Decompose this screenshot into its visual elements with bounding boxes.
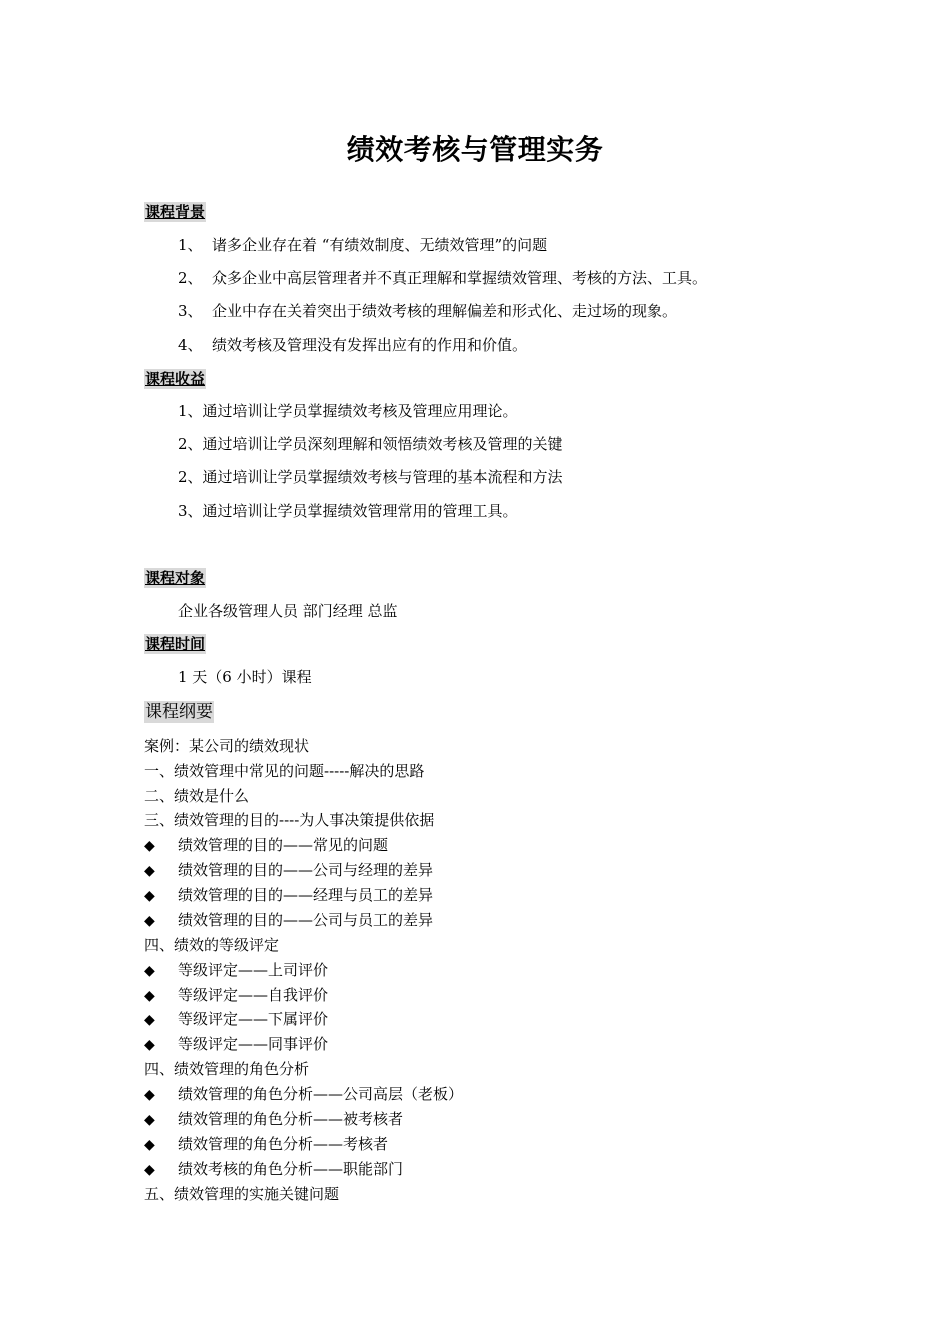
diamond-bullet-icon: ◆ [144,1012,155,1028]
outline-bullet-item [144,1134,388,1155]
outline-bullet-item [144,1159,403,1180]
outline-line: 一、绩效管理中常见的问题-----解决的思路 [144,762,425,780]
outline-line: 五、绩效管理的实施关键问题 [144,1185,340,1203]
benefit-item: 1、通过培训让学员掌握绩效考核及管理应用理论。 [178,402,518,420]
background-item [178,235,547,255]
diamond-bullet-icon: ◆ [144,838,155,854]
diamond-bullet-icon: ◆ [144,1112,155,1128]
bullet-text: 等级评定——下属评价 [178,1010,329,1028]
benefit-item: 2、通过培训让学员掌握绩效考核与管理的基本流程和方法 [178,468,563,486]
bullet-text: 等级评定——上司评价 [178,961,329,979]
outline-line: 四、绩效管理的角色分析 [144,1060,310,1078]
outline-line: 三、绩效管理的目的----为人事决策提供依据 [144,811,435,829]
benefit-item: 2、通过培训让学员深刻理解和领悟绩效考核及管理的关键 [178,435,563,453]
section-heading-duration: 课程时间 [145,635,206,653]
outline-bullet-item [144,1009,328,1030]
bullet-text: 绩效考核的角色分析——职能部门 [178,1160,404,1178]
benefit-item: 3、通过培训让学员掌握绩效管理常用的管理工具。 [178,502,518,520]
item-text: 绩效考核及管理没有发挥出应有的作用和价值。 [212,336,528,354]
section-heading-outline: 课程纲要 [145,702,213,722]
item-number: 3、 [178,302,203,320]
outline-bullet-item [144,985,328,1006]
bullet-text: 等级评定——自我评价 [178,986,329,1004]
section-heading-audience: 课程对象 [145,569,206,587]
bullet-text: 绩效管理的目的——经理与员工的差异 [178,886,434,904]
outline-line: 二、绩效是什么 [144,787,250,805]
background-item [178,301,677,321]
diamond-bullet-icon: ◆ [144,988,155,1004]
audience-text: 企业各级管理人员 部门经理 总监 [178,602,398,620]
diamond-bullet-icon: ◆ [144,963,155,979]
outline-bullet-item [144,960,328,981]
section-heading-background: 课程背景 [145,203,206,221]
outline-bullet-item [144,1109,403,1130]
bullet-text: 绩效管理的目的——公司与员工的差异 [178,911,434,929]
duration-text: 1 天（6 小时）课程 [178,668,312,686]
bullet-text: 绩效管理的目的——常见的问题 [178,836,389,854]
diamond-bullet-icon: ◆ [144,913,155,929]
item-number: 2、 [178,269,203,287]
item-text: 诸多企业存在着 “有绩效制度、无绩效管理”的问题 [212,236,548,254]
item-number: 1、 [178,236,203,254]
outline-bullet-item [144,1034,328,1055]
background-item [178,268,707,288]
outline-line: 案例：某公司的绩效现状 [144,737,310,755]
bullet-text: 绩效管理的角色分析——被考核者 [178,1110,404,1128]
bullet-text: 绩效管理的目的——公司与经理的差异 [178,861,434,879]
background-item [178,335,527,355]
item-text: 众多企业中高层管理者并不真正理解和掌握绩效管理、考核的方法、工具。 [212,269,708,287]
bullet-text: 等级评定——同事评价 [178,1035,329,1053]
bullet-text: 绩效管理的角色分析——考核者 [178,1135,389,1153]
diamond-bullet-icon: ◆ [144,888,155,904]
outline-bullet-item [144,885,433,906]
item-text: 企业中存在关着突出于绩效考核的理解偏差和形式化、走过场的现象。 [212,302,678,320]
diamond-bullet-icon: ◆ [144,1037,155,1053]
item-number: 4、 [178,336,203,354]
outline-bullet-item [144,860,433,881]
bullet-text: 绩效管理的角色分析——公司高层（老板） [178,1085,464,1103]
section-heading-benefits: 课程收益 [145,370,206,388]
outline-bullet-item [144,1084,463,1105]
diamond-bullet-icon: ◆ [144,1087,155,1103]
diamond-bullet-icon: ◆ [144,863,155,879]
outline-line: 四、绩效的等级评定 [144,936,280,954]
diamond-bullet-icon: ◆ [144,1137,155,1153]
document-title: 绩效考核与管理实务 [346,133,604,166]
outline-bullet-item [144,835,388,856]
outline-bullet-item [144,910,433,931]
diamond-bullet-icon: ◆ [144,1162,155,1178]
